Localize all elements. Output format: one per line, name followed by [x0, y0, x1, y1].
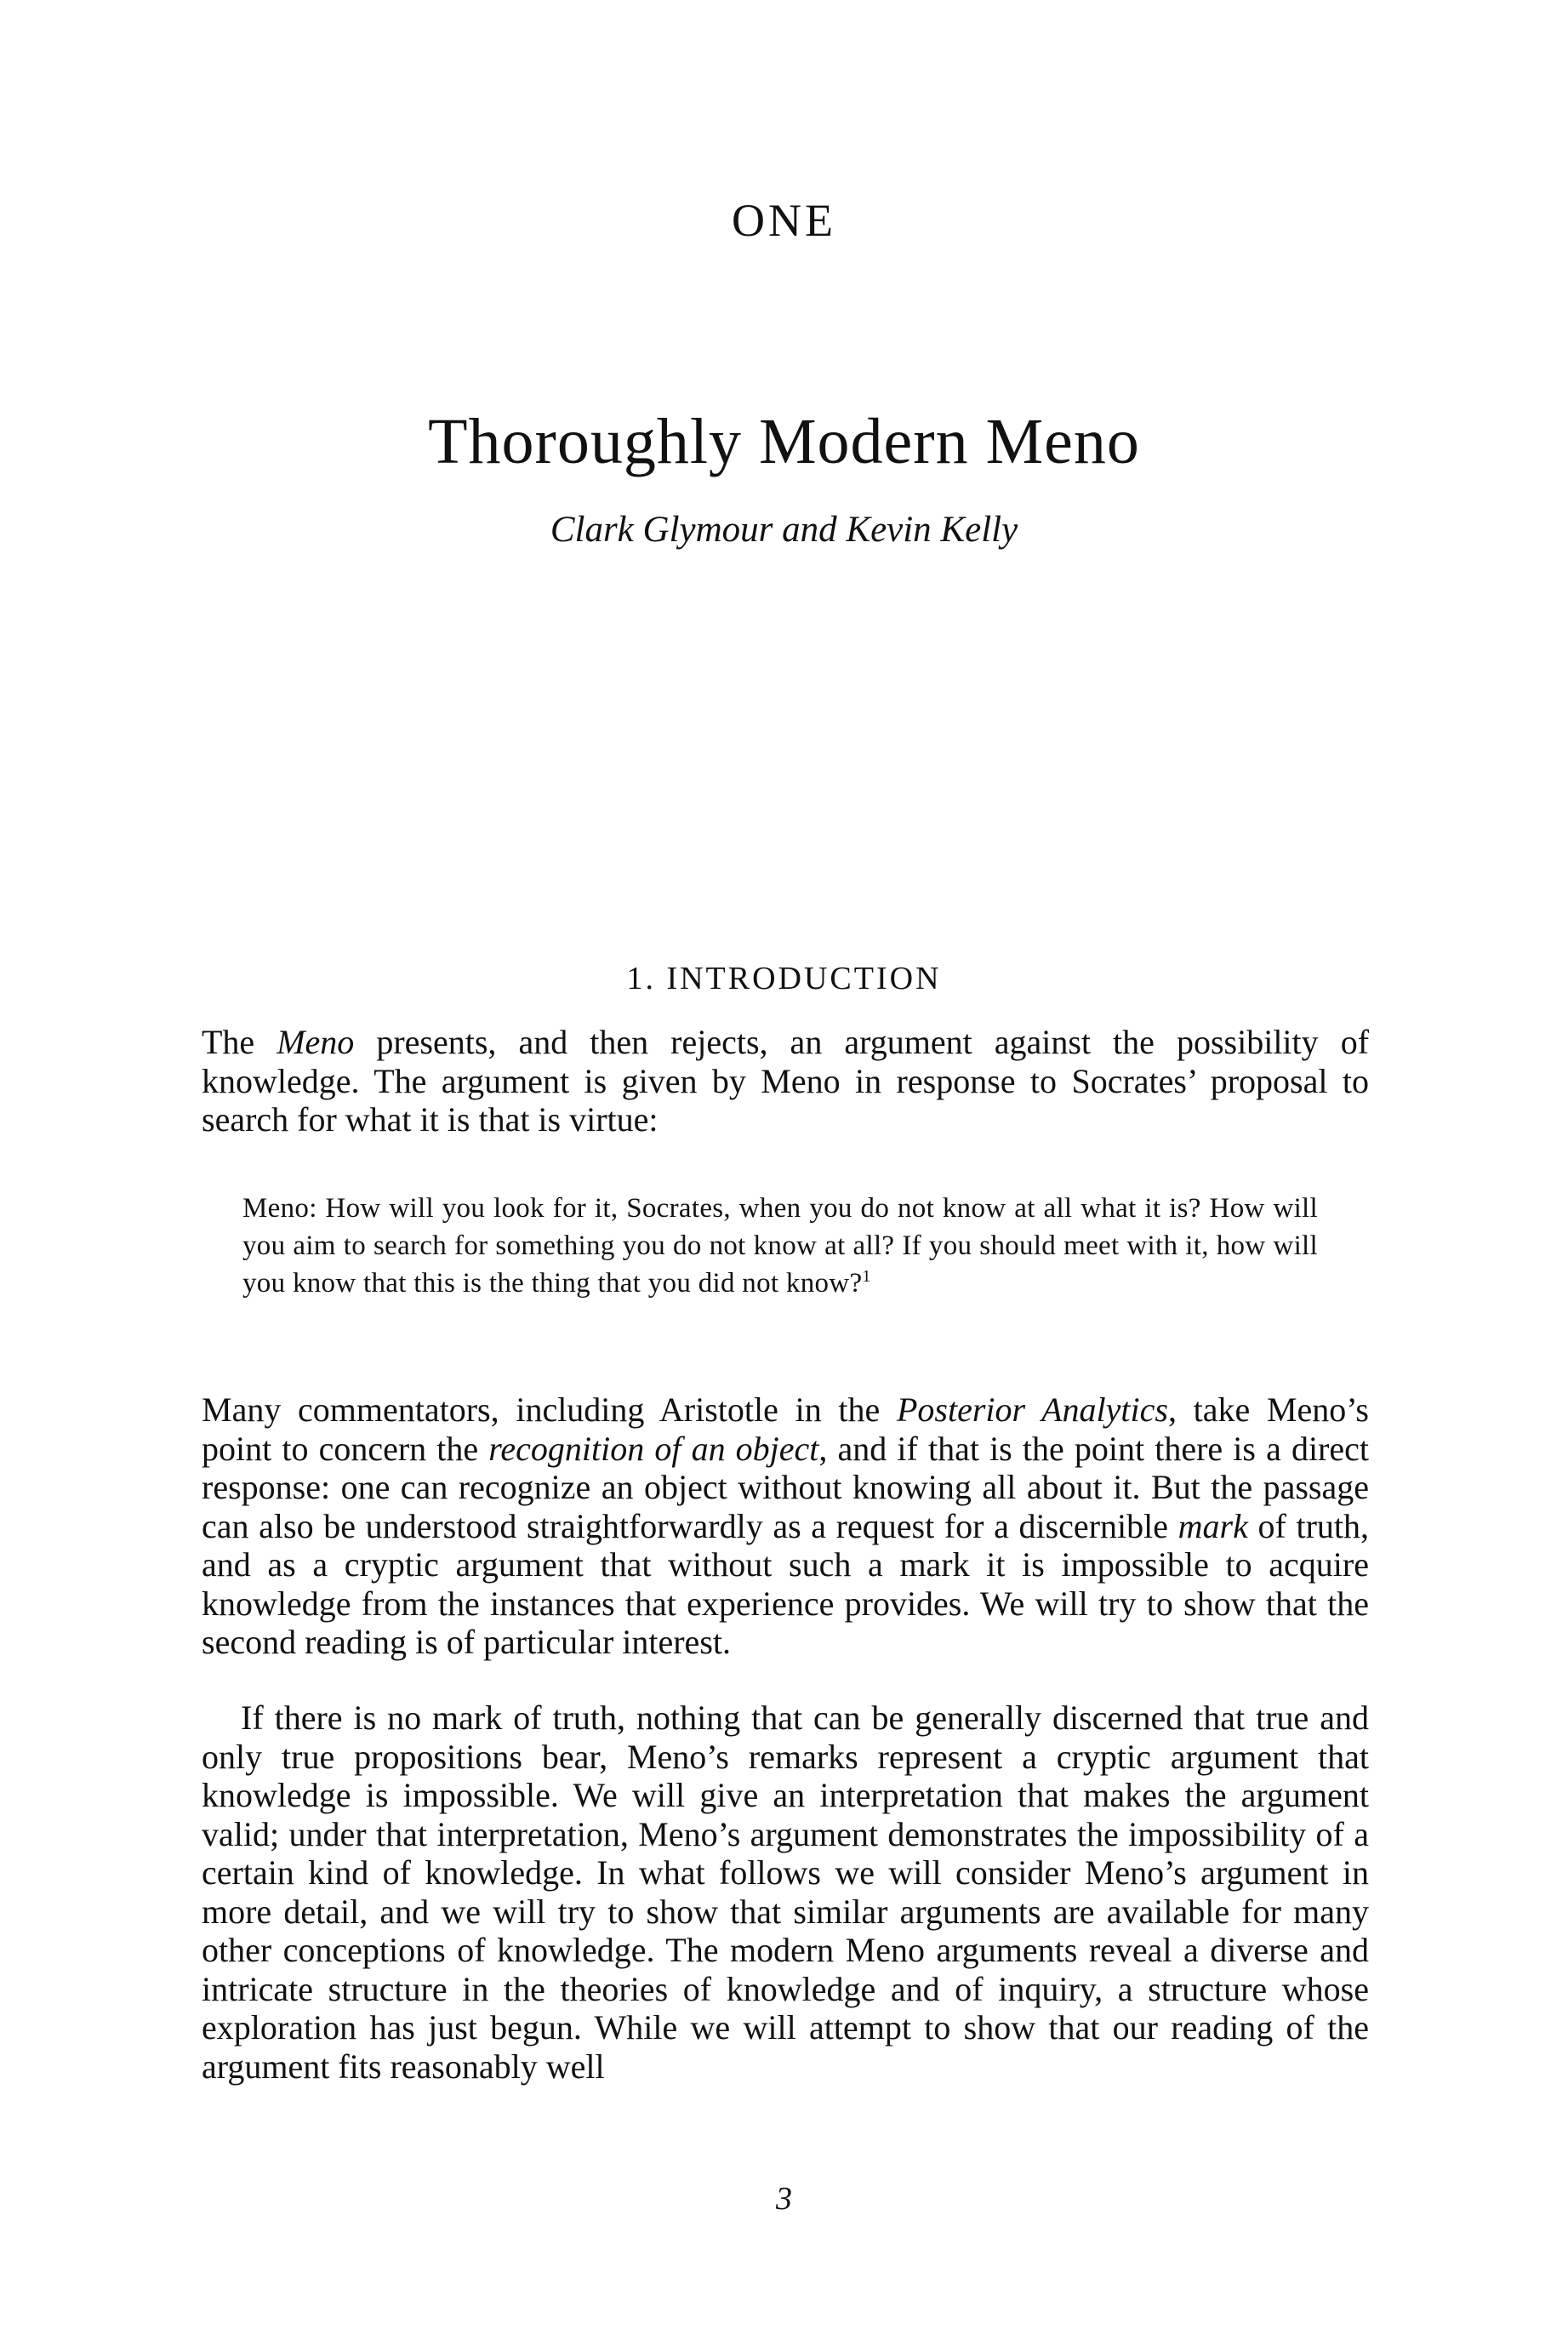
commentators-text-2: , take Meno’s point to concern the [202, 1390, 1369, 1468]
block-quote [242, 1190, 1318, 1302]
chapter-number: ONE [732, 195, 836, 246]
meno-title-italic: Meno [277, 1023, 355, 1061]
recognition-italic: recognition of an object [488, 1429, 819, 1468]
intro-paragraph [202, 1023, 1369, 1139]
page-number: 3 [776, 2181, 792, 2217]
section-heading: 1. INTRODUCTION [626, 961, 942, 996]
footnote-ref: 1 [862, 1267, 871, 1286]
mark-paragraph-text: If there is no mark of truth, nothing that can be generally discerned that true and only true propositions bear, Meno’s remarks represent a cryptic argument that knowledge is impossible. We will give an interpretation that makes the argument valid; under that interpretation, Meno’s argument demonstrates the impossibility of a certain kind of knowledge. In what follows we will consider Meno’s argument in more detail, and we will try to show that similar arguments are available for many other conceptions of knowledge. The modern Meno arguments reveal a diverse and intricate structure in the theories of knowledge and of inquiry, a structure whose exploration has just begun. While we will attempt to show that our reading of the argument fits reasonably well [202, 1698, 1369, 2086]
chapter-title: Thoroughly Modern Meno [428, 406, 1140, 477]
commentators-paragraph [202, 1390, 1369, 1662]
quote-text: Meno: How will you look for it, Socrates, when you do not know at all what it is? How will you aim to search for something you do not know at all? If you should meet with it, how will you know that this is the thing that you did not know? [242, 1193, 1318, 1299]
intro-text-1: The [202, 1023, 277, 1061]
mark-italic: mark [1177, 1506, 1248, 1545]
intro-text-2: presents, and then rejects, an argument against the possibility of knowledge. The argument is given by Meno in response to Socrates’ proposal to search for what it is that is virtue: [202, 1023, 1370, 1139]
chapter-authors: Clark Glymour and Kevin Kelly [550, 510, 1018, 550]
commentators-text-1: Many commentators, including Aristotle in the [202, 1390, 897, 1429]
commentators-text-3: , and if that is the point there is a direct response: one can recognize an object without knowing all about it. But the passage can also be understood straightforwardly as a request for a discernible [202, 1429, 1369, 1545]
mark-of-truth-paragraph [202, 1698, 1369, 2086]
commentators-text-4: of truth, and as a cryptic argument that without such a mark it is impossible to acquire knowledge from the instances that experience provides. We will try to show that the second reading is of particular interest. [202, 1506, 1370, 1661]
posterior-analytics-italic: Posterior Analytics [897, 1390, 1168, 1429]
